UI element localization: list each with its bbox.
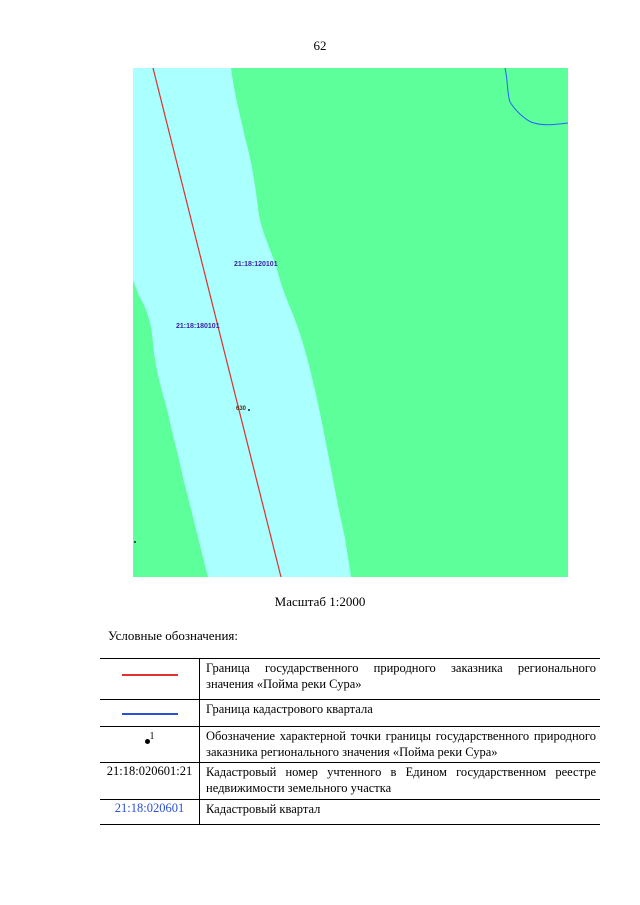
legend-description: Граница кадастрового квартала (200, 700, 601, 727)
quarter-label: 21:18:180101 (176, 323, 220, 330)
point-number: 1 (149, 731, 155, 742)
legend-description: Граница государственного природного заказника регионального значения «Пойма реки Сура» (200, 659, 601, 700)
blue-line-symbol (122, 713, 178, 715)
legend-row (100, 727, 600, 763)
point-label: 630 (236, 406, 247, 412)
legend-description: Кадастровый квартал (200, 799, 601, 824)
legend-symbol (100, 799, 200, 824)
legend-symbol (100, 659, 200, 700)
quarter-label: 21:18:120101 (234, 261, 278, 268)
map[interactable] (133, 68, 568, 577)
legend-symbol (100, 763, 200, 799)
page-number: 62 (313, 38, 327, 53)
red-line-symbol (122, 674, 178, 676)
legend-row (100, 700, 600, 727)
legend-symbol (100, 727, 200, 763)
legend-row (100, 763, 600, 799)
cadastral-number-sample: 21:18:020601:21 (106, 764, 193, 779)
legend-row (100, 799, 600, 824)
map-scale: Масштаб 1:2000 (274, 594, 366, 609)
boundary-point (134, 541, 136, 543)
point-symbol (145, 731, 155, 748)
legend-row (100, 659, 600, 700)
legend-title: Условные обозначения: (108, 628, 239, 643)
cadastral-quarter-sample: 21:18:020601 (114, 800, 185, 815)
legend-description: Обозначение характерной точки границы государственного природного заказника регионального значения «Пойма реки Сура» (200, 727, 601, 763)
legend-table (100, 658, 600, 825)
legend-description: Кадастровый номер учтенного в Едином государственном реестре недвижимости земельного участка (200, 763, 601, 799)
boundary-point (248, 409, 250, 411)
legend-symbol (100, 700, 200, 727)
